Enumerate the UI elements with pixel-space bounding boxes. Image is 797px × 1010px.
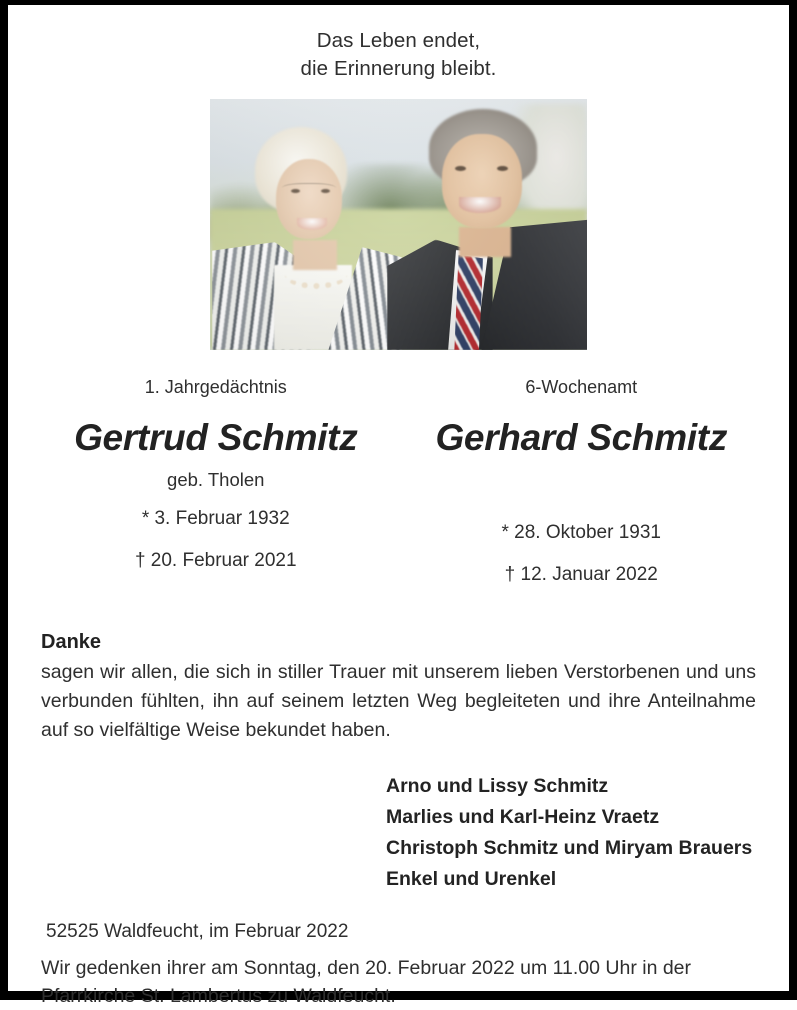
memorial-service-info: Wir gedenken ihrer am Sonntag, den 20. Februar 2022 um 11.00 Uhr in der Pfarrkirche St. Lambertus zu Waldfeucht. <box>41 957 692 1007</box>
man-smile <box>459 197 501 213</box>
man-eye-left <box>455 166 466 171</box>
man-neck <box>459 227 511 257</box>
deceased-column-gerhard <box>399 376 765 587</box>
woman-pearl-necklace <box>285 261 347 289</box>
family-line: Enkel und Urenkel <box>386 868 557 890</box>
birth-date-gerhard: * 28. Oktober 1931 <box>501 522 661 543</box>
footer-section <box>33 919 764 1010</box>
death-date-gerhard: † 12. Januar 2022 <box>504 564 658 585</box>
motto <box>33 5 764 83</box>
born-name-gertrud: geb. Tholen <box>167 469 265 490</box>
notice-inner <box>8 5 789 1007</box>
thanks-body: sagen wir allen, die sich in stiller Trauer mit unserem lieben Verstorbenen und uns verbunden fühlten, ihn auf seinem letzten Weg begleiteten und ihre Anteilnahme auf so vielfältige Weise bekundet haben. <box>41 661 756 741</box>
deceased-column-gertrud <box>33 376 399 587</box>
place-and-date: 52525 Waldfeucht, im Februar 2022 <box>46 921 349 942</box>
thanks-section <box>33 629 764 745</box>
birth-date-gertrud: * 3. Februar 1932 <box>141 508 290 529</box>
motto-line-1: Das Leben endet, <box>316 29 481 52</box>
occasion-label-gertrud: 1. Jahrgedächtnis <box>144 377 287 397</box>
family-line: Marlies und Karl-Heinz Vraetz <box>386 806 660 828</box>
death-date-gertrud: † 20. Februar 2021 <box>134 550 297 571</box>
portrait-photo-wrapper <box>33 99 764 350</box>
family-signatures <box>33 771 764 895</box>
occasion-label-gerhard: 6-Wochenamt <box>525 377 638 397</box>
family-line: Christoph Schmitz und Miryam Brauers <box>386 837 753 859</box>
motto-line-2: die Erinnerung bleibt. <box>300 57 497 80</box>
man-face <box>442 134 522 228</box>
family-line: Arno und Lissy Schmitz <box>386 775 609 797</box>
person-name-gertrud: Gertrud Schmitz <box>74 417 358 458</box>
person-name-gerhard: Gerhard Schmitz <box>435 417 728 458</box>
man-eye-right <box>497 166 508 171</box>
portrait-photo <box>210 99 587 350</box>
deceased-columns <box>33 376 764 587</box>
thanks-title: Danke <box>41 631 102 653</box>
